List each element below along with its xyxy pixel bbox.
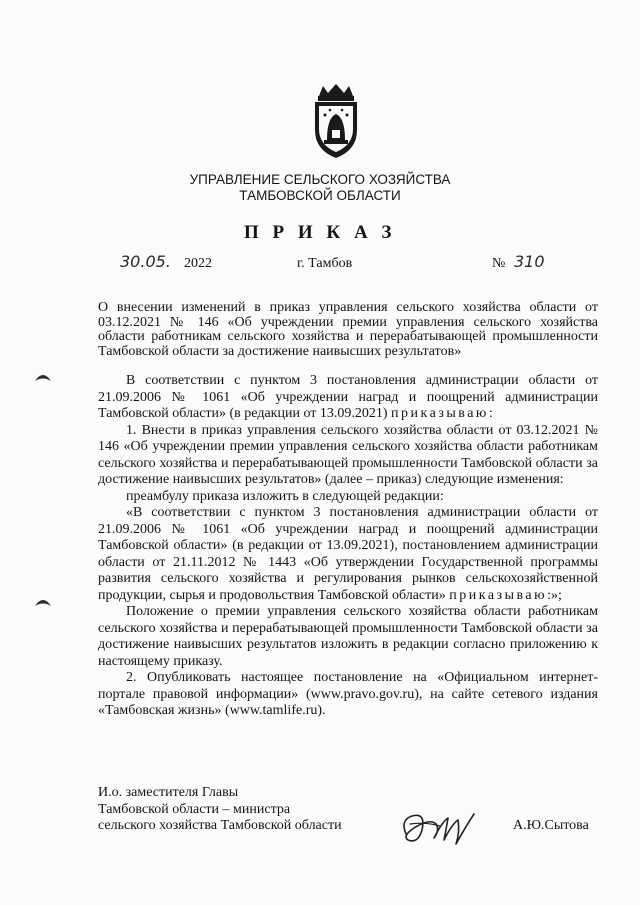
document-subject: О внесении изменений в приказ управления сельского хозяйства области от 03.12.2021 № 146 «Об учреждении премии управления сельского хозяйства области работникам сельского хозяйства и перерабатывающей промышленности Тамбовской области за достижение наивысших результатов» <box>98 300 598 359</box>
body-paragraph-new-preamble <box>98 505 598 604</box>
signatory-name: А.Ю.Сытова <box>513 818 589 833</box>
document-number-prefix: № <box>492 256 506 271</box>
handwritten-date: 30.05. <box>120 252 171 271</box>
signatory-line-3: сельского хозяйства Тамбовской области <box>98 818 342 833</box>
signatory-position <box>98 785 342 835</box>
hole-punch-mark-icon <box>34 370 52 382</box>
new-preamble-text: «В соответствии с пунктом 3 постановления администрации области от 21.09.2006 № 1061 «Об учреждении наград и поощрений администрации Тамбовской области» (в редакции от 13.09.2021), постановлением администрации области от 21.11.2012 № 1443 «Об утверждении Государственной программы развития сельского хозяйства и регулирования рынков сельскохозяйственной продукции, сырья и продовольствия Тамбовской области» <box>98 505 598 603</box>
handwritten-number: 310 <box>514 252 545 271</box>
body-paragraph-item-2: 2. Опубликовать настоящее постановление на «Официальном интернет-портале правовой информации» (www.pravo.gov.ru), на сайте сетевого издания «Тамбовская жизнь» (www.tamlife.ru). <box>98 670 598 718</box>
coat-of-arms-icon <box>299 82 373 162</box>
document-year: 2022 <box>184 256 212 271</box>
order-keyword: приказываю: <box>391 406 496 421</box>
agency-name-line1: УПРАВЛЕНИЕ СЕЛЬСКОГО ХОЗЯЙСТВА <box>189 172 451 187</box>
preamble-text: В соответствии с пунктом 3 постановления администрации области от 21.09.2006 № 1061 «Об учреждении наград и поощрений администрации Тамбовской области» (в редакции от 13.09.2021) <box>98 373 598 421</box>
hole-punch-mark-icon <box>34 595 52 607</box>
body-paragraph-item-1: 1. Внести в приказ управления сельского хозяйства области от 03.12.2021 № 146 «Об учреждении премии управления сельского хозяйства области работникам сельского хозяйства и перерабатывающей промышленности Тамбовской области за достижение наивысших результатов» (далее – приказ) следующие изменения: <box>98 422 598 487</box>
new-preamble-end: :»; <box>547 587 562 603</box>
order-keyword-2: приказываю <box>449 587 548 603</box>
agency-name-line2: ТАМБОВСКОЙ ОБЛАСТИ <box>239 188 401 203</box>
signatory-line-2: Тамбовской области – министра <box>98 801 291 817</box>
body-paragraph-preamble-change: преамбулу приказа изложить в следующей редакции: <box>126 488 444 504</box>
document-city: г. Тамбов <box>297 256 353 271</box>
body-paragraph-regulation: Положение о премии управления сельского хозяйства области работникам сельского хозяйства и перерабатывающей промышленности Тамбовской области за достижение наивысших результатов изложить в редакции согласно приложению к настоящему приказу. <box>98 604 598 669</box>
document-body <box>98 373 598 720</box>
document-title: П Р И К А З <box>244 222 396 243</box>
handwritten-signature-icon <box>396 800 486 852</box>
body-paragraph-preamble <box>98 373 598 423</box>
signatory-line-1: И.о. заместителя Главы <box>98 785 239 800</box>
